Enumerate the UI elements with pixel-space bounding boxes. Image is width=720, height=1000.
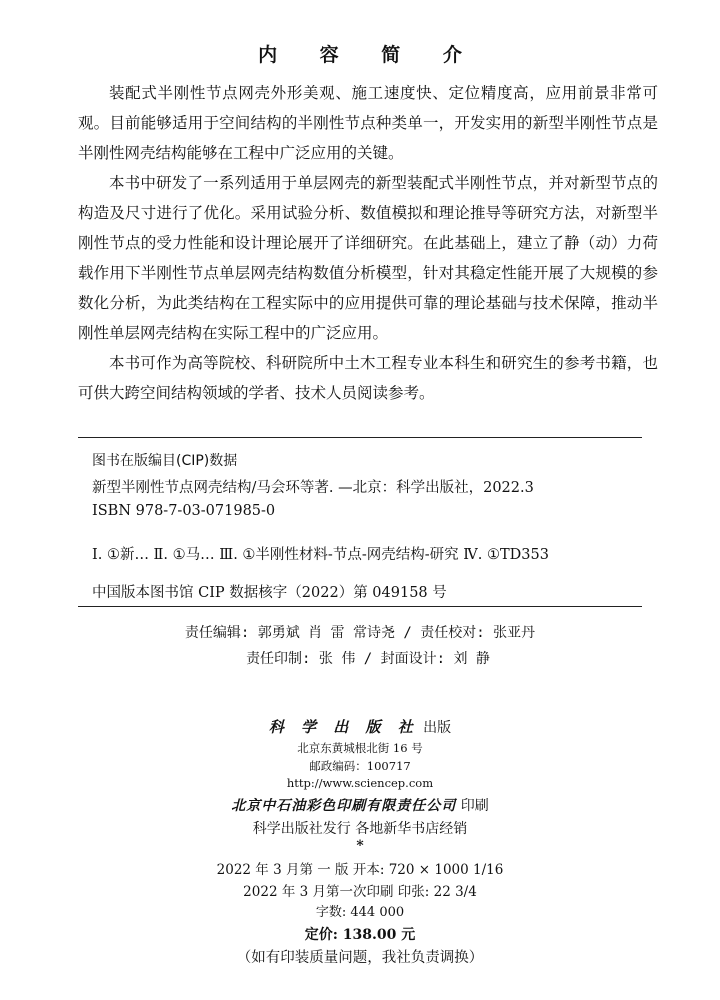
distribution-line: 科学出版社发行 各地新华书店经销 xyxy=(252,821,468,837)
printing-sheets-line: 2022 年 3 月第一次印刷 印张: 22 3/4 xyxy=(243,884,477,900)
publisher-line xyxy=(0,716,720,737)
price: 定价: 138.00 元 xyxy=(304,927,416,943)
cip-title-line: 新型半刚性节点网壳结构/马会环等著. —北京：科学出版社，2022.3 xyxy=(92,480,534,496)
word-count: 字数: 444 000 xyxy=(315,905,405,920)
publisher-address: 北京东黄城根北街 16 号 xyxy=(297,741,423,755)
intro-section xyxy=(78,78,658,408)
editor-credits: 责任编辑: 郭勇斌 肖 雷 常诗尧 / 责任校对: 张亚丹 xyxy=(184,625,536,641)
cip-record-number: 中国版本图书馆 CIP 数据核字（2022）第 049158 号 xyxy=(92,585,447,601)
production-credits: 责任印制: 张 伟 / 封面设计: 刘 静 xyxy=(246,651,490,667)
page-title: 内 容 简 介 xyxy=(258,44,480,66)
cip-isbn: ISBN 978-7-03-071985-0 xyxy=(92,503,276,519)
printer-suffix: 印刷 xyxy=(460,798,489,814)
cip-heading: 图书在版编目(CIP)数据 xyxy=(92,453,238,469)
intro-paragraph: 装配式半刚性节点网壳外形美观、施工速度快、定位精度高，应用前景非常可观。目前能够适用于空间结构的半刚性节点种类单一，开发实用的新型半刚性节点是半刚性网壳结构能够在工程中广泛应用的关键。 xyxy=(78,84,658,162)
edition-format-line: 2022 年 3 月第 一 版 开本: 720 × 1000 1/16 xyxy=(216,862,504,878)
publisher-postcode: 邮政编码：100717 xyxy=(309,759,411,773)
separator-star: * xyxy=(356,838,364,854)
cip-top-divider xyxy=(78,437,642,438)
intro-paragraph: 本书可作为高等院校、科研院所中土木工程专业本科生和研究生的参考书籍，也可供大跨空间结构领域的学者、技术人员阅读参考。 xyxy=(78,354,658,402)
publisher-url: http://www.sciencep.com xyxy=(286,776,434,790)
publisher-logo-text: 科 学 出 版 社 xyxy=(268,718,419,736)
printer-line xyxy=(0,795,720,815)
intro-paragraph: 本书中研发了一系列适用于单层网壳的新型装配式半刚性节点，并对新型节点的构造及尺寸进行了优化。采用试验分析、数值模拟和理论推导等研究方法，对新型半刚性节点的受力性能和设计理论展开了详细研究。在此基础上，建立了静（动）力荷载作用下半刚性节点单层网壳结构数值分析模型，针对其稳定性能开展了大规模的参数化分析，为此类结构在工程实际中的应用提供可靠的理论基础与技术保障，推动半刚性单层网壳结构在实际工程中的广泛应用。 xyxy=(78,174,658,342)
publisher-suffix: 出版 xyxy=(423,720,452,736)
cip-classification: Ⅰ. ①新… Ⅱ. ①马… Ⅲ. ①半刚性材料-节点-网壳结构-研究 Ⅳ. ①TD353 xyxy=(92,547,549,563)
cip-bottom-divider xyxy=(78,606,642,607)
quality-note: （如有印装质量问题，我社负责调换） xyxy=(236,950,484,966)
printer-name: 北京中石油彩色印刷有限责任公司 xyxy=(231,798,457,814)
